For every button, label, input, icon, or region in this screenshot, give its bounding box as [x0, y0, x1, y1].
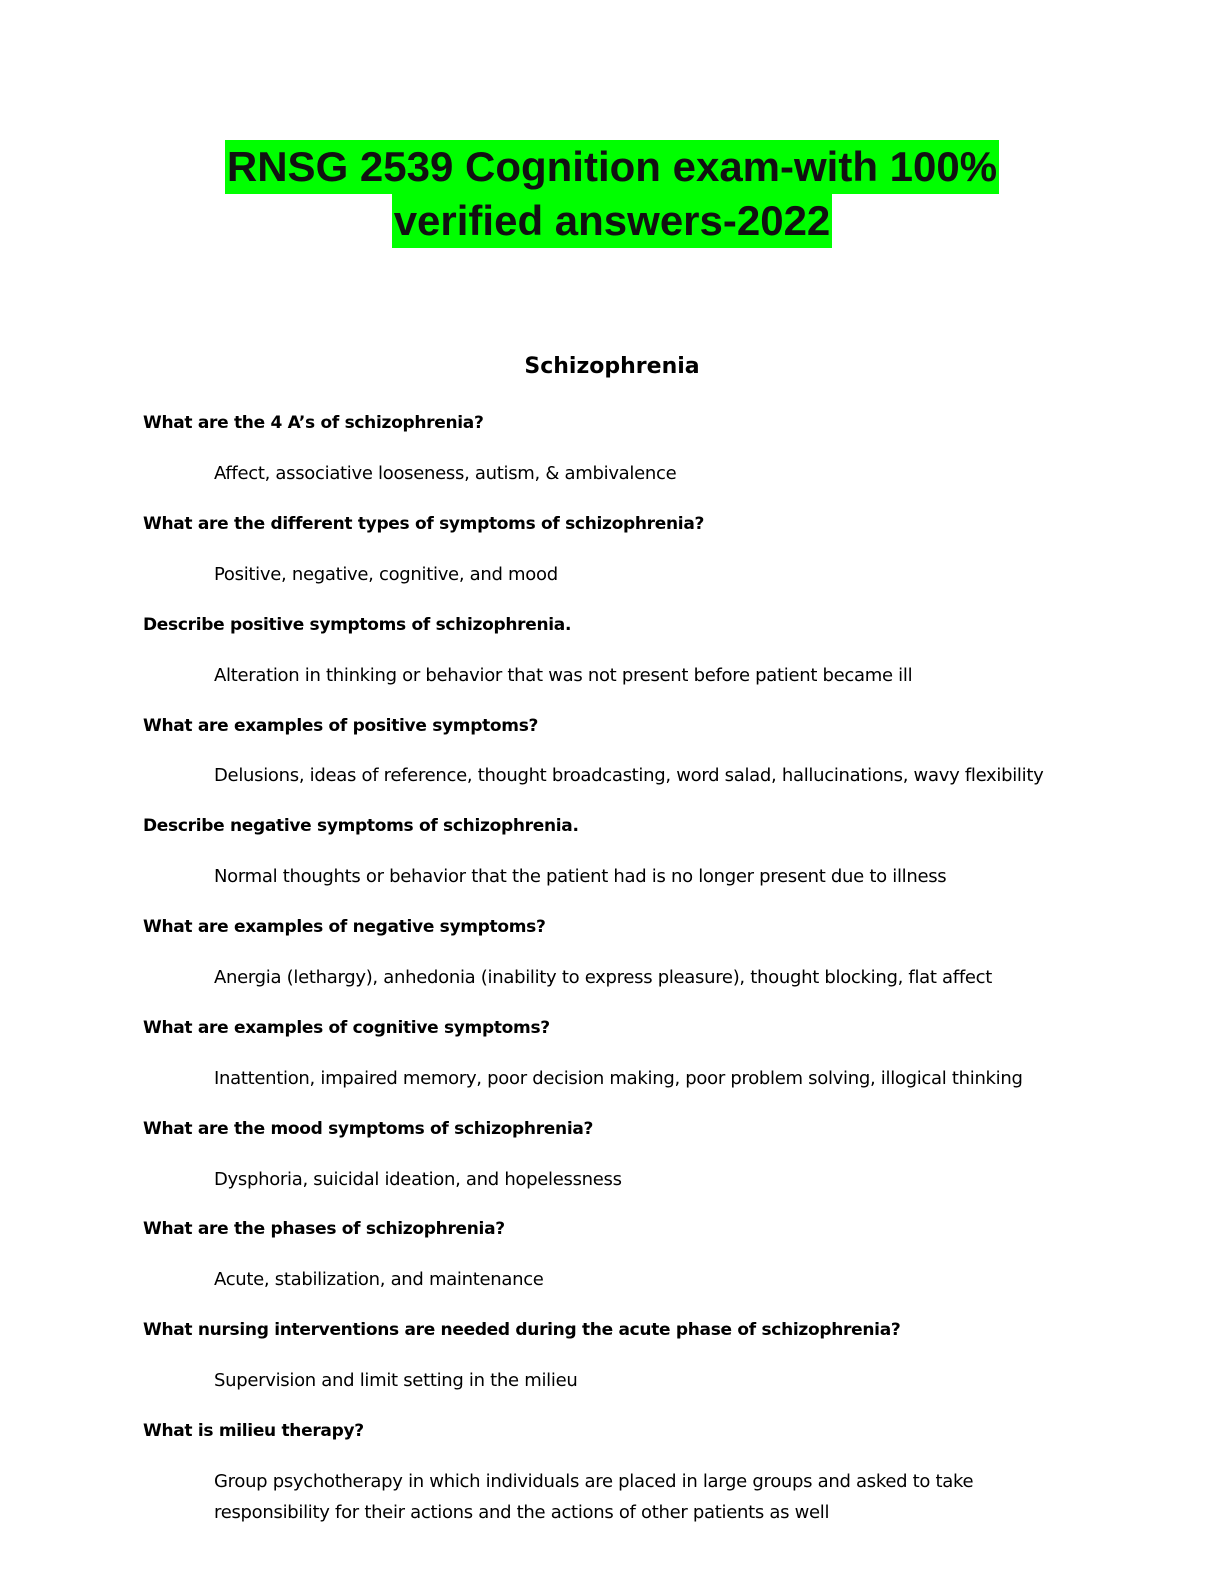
question-9: What are the phases of schizophrenia?	[143, 1219, 505, 1239]
answer-11: Group psychotherapy in which individuals are placed in large groups and asked to take responsibility for their actions and the actions of other patients as well	[214, 1471, 974, 1523]
question-1: What are the 4 A’s of schizophrenia?	[143, 413, 484, 433]
question-3: Describe positive symptoms of schizophrenia.	[143, 615, 572, 635]
answer-7: Inattention, impaired memory, poor decision making, poor problem solving, illogical thinking	[214, 1068, 1023, 1089]
answer-1: Affect, associative looseness, autism, & ambivalence	[214, 463, 677, 484]
answer-6: Anergia (lethargy), anhedonia (inability to express pleasure), thought blocking, flat affect	[214, 967, 992, 988]
title-line-2: verified answers-2022	[392, 194, 833, 248]
answer-9: Acute, stabilization, and maintenance	[214, 1269, 544, 1290]
answer-8: Dysphoria, suicidal ideation, and hopelessness	[214, 1169, 622, 1190]
section-heading: Schizophrenia	[524, 354, 700, 379]
question-10: What nursing interventions are needed during the acute phase of schizophrenia?	[143, 1320, 901, 1340]
title-line-1: RNSG 2539 Cognition exam-with 100%	[225, 140, 999, 194]
answer-5: Normal thoughts or behavior that the patient had is no longer present due to illness	[214, 866, 947, 887]
question-6: What are examples of negative symptoms?	[143, 917, 546, 937]
question-7: What are examples of cognitive symptoms?	[143, 1018, 550, 1038]
answer-4: Delusions, ideas of reference, thought broadcasting, word salad, hallucinations, wavy flexibility	[214, 765, 1044, 786]
answer-2: Positive, negative, cognitive, and mood	[214, 564, 558, 585]
question-5: Describe negative symptoms of schizophrenia.	[143, 816, 579, 836]
answer-3: Alteration in thinking or behavior that was not present before patient became ill	[214, 665, 913, 686]
question-4: What are examples of positive symptoms?	[143, 716, 539, 736]
question-8: What are the mood symptoms of schizophrenia?	[143, 1119, 594, 1139]
answer-10: Supervision and limit setting in the milieu	[214, 1370, 578, 1391]
document-title	[0, 140, 1224, 248]
question-11: What is milieu therapy?	[143, 1421, 364, 1441]
question-2: What are the different types of symptoms of schizophrenia?	[143, 514, 705, 534]
